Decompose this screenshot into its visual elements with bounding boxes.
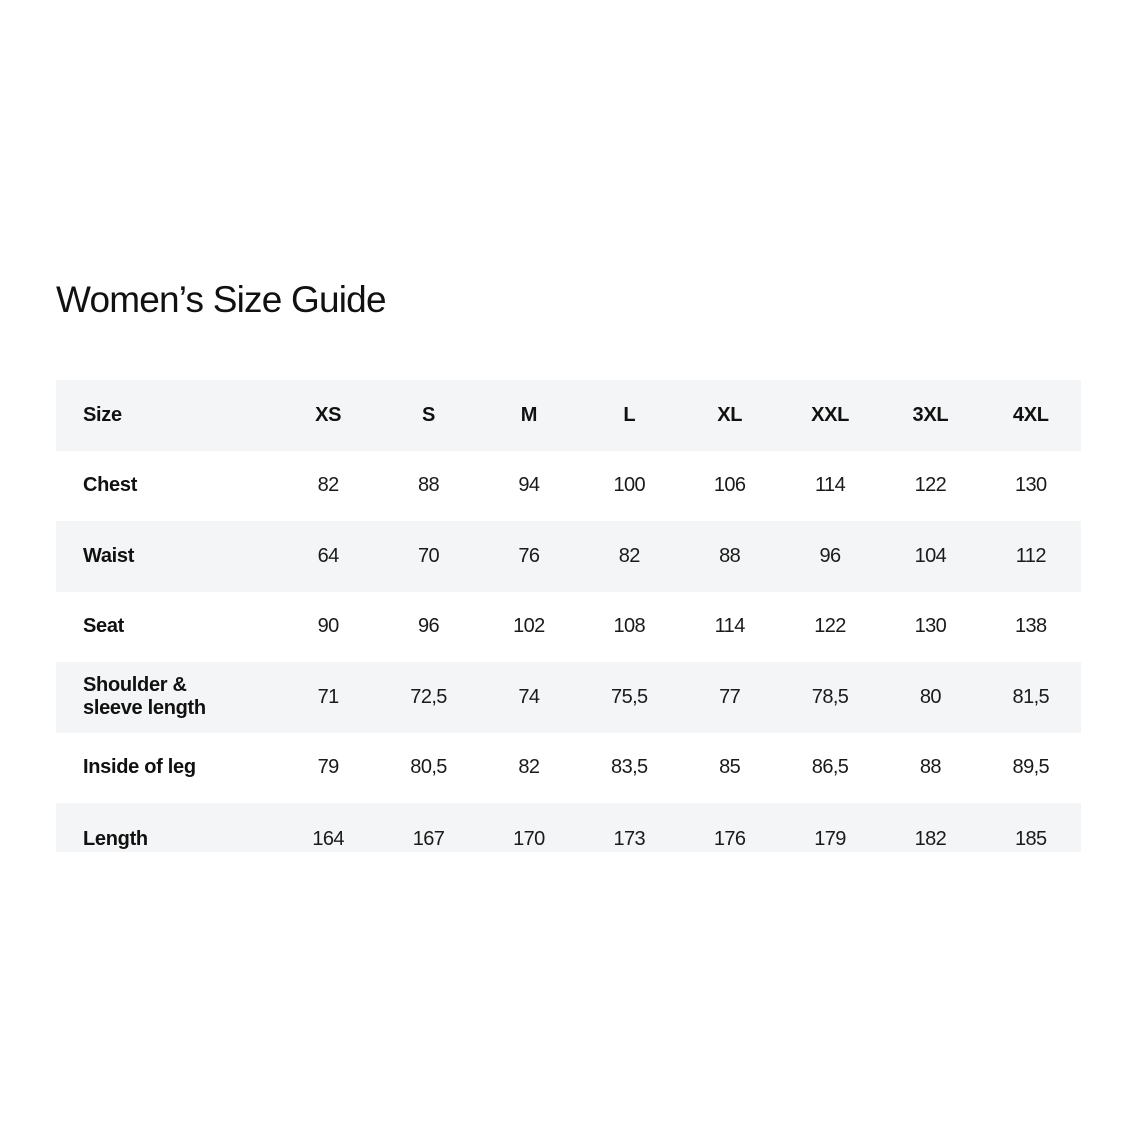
header-label: Size (83, 403, 122, 426)
row-label (56, 662, 278, 733)
size-header-l: L (623, 403, 636, 426)
table-header-row (56, 380, 1081, 451)
size-header-s: S (422, 403, 436, 426)
table-cell: 80,5 (410, 756, 447, 779)
table-cell: 88 (919, 756, 941, 779)
row-label-line: sleeve length (83, 697, 206, 720)
table-cell: 170 (513, 828, 545, 850)
table-cell: 64 (317, 544, 339, 567)
table-cell: 83,5 (611, 756, 648, 779)
table-cell: 80 (919, 685, 941, 708)
table-cell: 179 (814, 828, 846, 850)
row-label: Length (83, 828, 148, 850)
table-cell: 79 (317, 756, 339, 779)
table-cell: 72,5 (410, 685, 447, 708)
table-cell: 90 (317, 615, 339, 638)
table-cell: 112 (1015, 544, 1046, 567)
table-cell: 114 (815, 474, 846, 497)
size-header-4xl: 4XL (1012, 403, 1049, 426)
table-row-shoulder-sleeve (56, 662, 1081, 733)
size-header-3xl: 3XL (912, 403, 949, 426)
table-cell: 106 (713, 474, 746, 497)
table-row-chest (56, 451, 1081, 522)
table-row-inside-leg (56, 733, 1081, 804)
table-cell: 74 (518, 685, 540, 708)
table-cell: 185 (1015, 828, 1047, 850)
table-cell: 114 (714, 615, 745, 638)
row-label-line: Shoulder & (83, 674, 187, 697)
table-cell: 75,5 (611, 685, 648, 708)
table-cell: 122 (814, 615, 846, 638)
table-cell: 173 (613, 828, 646, 850)
table-cell: 96 (418, 615, 440, 638)
table-cell: 164 (312, 828, 344, 850)
table-cell: 100 (613, 474, 646, 497)
table-cell: 88 (418, 474, 440, 497)
table-cell: 89,5 (1012, 756, 1050, 779)
size-header-m: M (520, 403, 538, 426)
table-cell: 108 (613, 615, 646, 638)
size-header-xl: XL (717, 403, 743, 426)
size-table (56, 380, 1081, 852)
table-cell: 71 (317, 685, 339, 708)
table-cell: 82 (618, 544, 640, 567)
row-label: Chest (83, 474, 138, 497)
table-cell: 78,5 (811, 685, 849, 708)
table-cell: 138 (1015, 615, 1047, 638)
row-label: Waist (83, 544, 135, 567)
table-cell: 82 (518, 756, 540, 779)
table-cell: 77 (719, 685, 741, 708)
table-cell: 130 (1015, 474, 1047, 497)
size-header-xxl: XXL (811, 403, 850, 426)
table-cell: 122 (914, 474, 947, 497)
table-cell: 182 (914, 828, 947, 850)
table-cell: 88 (719, 544, 741, 567)
table-cell: 86,5 (811, 756, 849, 779)
table-cell: 96 (819, 544, 841, 567)
table-row-length (56, 803, 1081, 852)
table-cell: 85 (719, 756, 741, 779)
table-cell: 176 (713, 828, 746, 850)
row-label: Seat (83, 615, 125, 638)
table-cell: 102 (513, 615, 545, 638)
row-label: Inside of leg (83, 756, 196, 779)
size-header-xs: XS (315, 403, 342, 426)
table-cell: 70 (418, 544, 440, 567)
table-cell: 167 (412, 828, 445, 850)
table-cell: 82 (317, 474, 339, 497)
table-cell: 81,5 (1012, 685, 1050, 708)
table-cell: 130 (914, 615, 947, 638)
table-cell: 76 (518, 544, 540, 567)
table-cell: 104 (914, 544, 947, 567)
page-title: Women’s Size Guide (56, 279, 386, 320)
table-cell: 94 (518, 474, 540, 497)
table-row-seat (56, 592, 1081, 663)
table-row-waist (56, 521, 1081, 592)
